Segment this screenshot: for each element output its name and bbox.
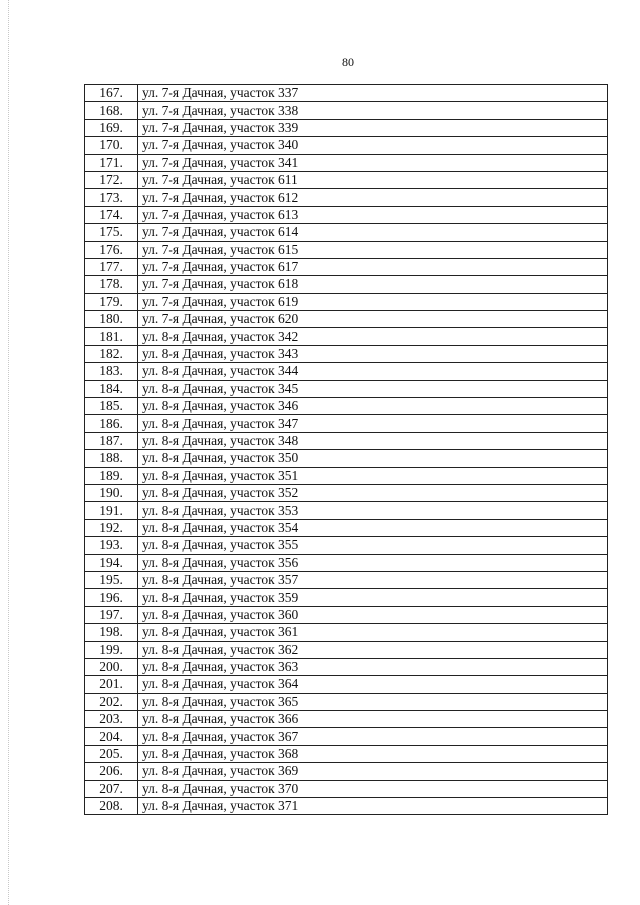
row-number: 199.	[85, 641, 138, 658]
row-address: ул. 8-я Дачная, участок 343	[138, 345, 608, 362]
table-row	[85, 502, 608, 519]
row-address: ул. 8-я Дачная, участок 347	[138, 415, 608, 432]
row-address: ул. 8-я Дачная, участок 356	[138, 554, 608, 571]
table-row	[85, 189, 608, 206]
row-number: 193.	[85, 537, 138, 554]
row-address: ул. 7-я Дачная, участок 337	[138, 85, 608, 102]
row-number: 174.	[85, 206, 138, 223]
row-address: ул. 7-я Дачная, участок 618	[138, 276, 608, 293]
row-number: 173.	[85, 189, 138, 206]
table-row	[85, 398, 608, 415]
row-number: 172.	[85, 171, 138, 188]
row-number: 186.	[85, 415, 138, 432]
row-number: 178.	[85, 276, 138, 293]
row-number: 188.	[85, 450, 138, 467]
row-address: ул. 8-я Дачная, участок 352	[138, 484, 608, 501]
table-row	[85, 641, 608, 658]
table-row	[85, 171, 608, 188]
row-number: 171.	[85, 154, 138, 171]
table-row	[85, 137, 608, 154]
table-row	[85, 519, 608, 536]
table-row	[85, 676, 608, 693]
row-number: 177.	[85, 258, 138, 275]
row-number: 206.	[85, 763, 138, 780]
table-row	[85, 102, 608, 119]
row-address: ул. 8-я Дачная, участок 360	[138, 606, 608, 623]
row-address: ул. 7-я Дачная, участок 619	[138, 293, 608, 310]
table-row	[85, 554, 608, 571]
table-row	[85, 728, 608, 745]
table-row	[85, 571, 608, 588]
table-row	[85, 484, 608, 501]
table-row	[85, 328, 608, 345]
table-row	[85, 85, 608, 102]
row-number: 181.	[85, 328, 138, 345]
address-table	[84, 84, 608, 815]
row-number: 197.	[85, 606, 138, 623]
table-row	[85, 745, 608, 762]
row-address: ул. 7-я Дачная, участок 341	[138, 154, 608, 171]
row-number: 183.	[85, 363, 138, 380]
row-number: 170.	[85, 137, 138, 154]
row-address: ул. 8-я Дачная, участок 361	[138, 624, 608, 641]
row-number: 182.	[85, 345, 138, 362]
row-address: ул. 8-я Дачная, участок 348	[138, 432, 608, 449]
row-number: 194.	[85, 554, 138, 571]
row-number: 179.	[85, 293, 138, 310]
row-address: ул. 8-я Дачная, участок 369	[138, 763, 608, 780]
row-address: ул. 8-я Дачная, участок 351	[138, 467, 608, 484]
row-number: 204.	[85, 728, 138, 745]
row-number: 190.	[85, 484, 138, 501]
table-row	[85, 363, 608, 380]
row-number: 185.	[85, 398, 138, 415]
row-address: ул. 7-я Дачная, участок 612	[138, 189, 608, 206]
row-address: ул. 8-я Дачная, участок 359	[138, 589, 608, 606]
row-number: 184.	[85, 380, 138, 397]
table-row	[85, 693, 608, 710]
row-number: 205.	[85, 745, 138, 762]
table-row	[85, 711, 608, 728]
page-number: 80	[342, 55, 354, 69]
row-number: 203.	[85, 711, 138, 728]
table-row	[85, 345, 608, 362]
row-number: 195.	[85, 571, 138, 588]
table-row	[85, 467, 608, 484]
row-number: 191.	[85, 502, 138, 519]
row-address: ул. 8-я Дачная, участок 368	[138, 745, 608, 762]
table-row	[85, 798, 608, 815]
row-number: 167.	[85, 85, 138, 102]
table-row	[85, 276, 608, 293]
row-address: ул. 8-я Дачная, участок 363	[138, 658, 608, 675]
row-number: 192.	[85, 519, 138, 536]
table-row	[85, 658, 608, 675]
row-address: ул. 8-я Дачная, участок 357	[138, 571, 608, 588]
row-address: ул. 7-я Дачная, участок 340	[138, 137, 608, 154]
table-row	[85, 293, 608, 310]
table-row	[85, 415, 608, 432]
table-row	[85, 624, 608, 641]
row-number: 201.	[85, 676, 138, 693]
table-row	[85, 380, 608, 397]
table-row	[85, 311, 608, 328]
row-address: ул. 8-я Дачная, участок 346	[138, 398, 608, 415]
row-address: ул. 7-я Дачная, участок 613	[138, 206, 608, 223]
row-address: ул. 8-я Дачная, участок 353	[138, 502, 608, 519]
table-row	[85, 606, 608, 623]
row-number: 169.	[85, 119, 138, 136]
row-address: ул. 8-я Дачная, участок 370	[138, 780, 608, 797]
row-address: ул. 8-я Дачная, участок 371	[138, 798, 608, 815]
table-row	[85, 780, 608, 797]
table-row	[85, 450, 608, 467]
row-number: 202.	[85, 693, 138, 710]
row-address: ул. 8-я Дачная, участок 362	[138, 641, 608, 658]
row-address: ул. 8-я Дачная, участок 345	[138, 380, 608, 397]
row-address: ул. 8-я Дачная, участок 355	[138, 537, 608, 554]
row-address: ул. 7-я Дачная, участок 615	[138, 241, 608, 258]
table-row	[85, 537, 608, 554]
table-row	[85, 589, 608, 606]
row-number: 207.	[85, 780, 138, 797]
table-row	[85, 432, 608, 449]
row-address: ул. 7-я Дачная, участок 611	[138, 171, 608, 188]
row-address: ул. 8-я Дачная, участок 350	[138, 450, 608, 467]
table-row	[85, 224, 608, 241]
row-address: ул. 7-я Дачная, участок 617	[138, 258, 608, 275]
row-address: ул. 8-я Дачная, участок 366	[138, 711, 608, 728]
table-row	[85, 119, 608, 136]
row-number: 189.	[85, 467, 138, 484]
row-address: ул. 8-я Дачная, участок 365	[138, 693, 608, 710]
table-row	[85, 258, 608, 275]
row-number: 187.	[85, 432, 138, 449]
row-address: ул. 8-я Дачная, участок 342	[138, 328, 608, 345]
row-address: ул. 7-я Дачная, участок 338	[138, 102, 608, 119]
table-row	[85, 154, 608, 171]
row-number: 200.	[85, 658, 138, 675]
row-number: 196.	[85, 589, 138, 606]
row-address: ул. 8-я Дачная, участок 344	[138, 363, 608, 380]
row-number: 176.	[85, 241, 138, 258]
row-address: ул. 8-я Дачная, участок 354	[138, 519, 608, 536]
row-number: 180.	[85, 311, 138, 328]
table-row	[85, 241, 608, 258]
table-row	[85, 763, 608, 780]
row-number: 175.	[85, 224, 138, 241]
row-address: ул. 7-я Дачная, участок 339	[138, 119, 608, 136]
row-address: ул. 8-я Дачная, участок 364	[138, 676, 608, 693]
row-address: ул. 7-я Дачная, участок 614	[138, 224, 608, 241]
row-number: 198.	[85, 624, 138, 641]
address-table-body	[85, 85, 608, 815]
row-number: 208.	[85, 798, 138, 815]
row-number: 168.	[85, 102, 138, 119]
table-row	[85, 206, 608, 223]
row-address: ул. 8-я Дачная, участок 367	[138, 728, 608, 745]
scan-edge-line	[8, 0, 10, 905]
row-address: ул. 7-я Дачная, участок 620	[138, 311, 608, 328]
